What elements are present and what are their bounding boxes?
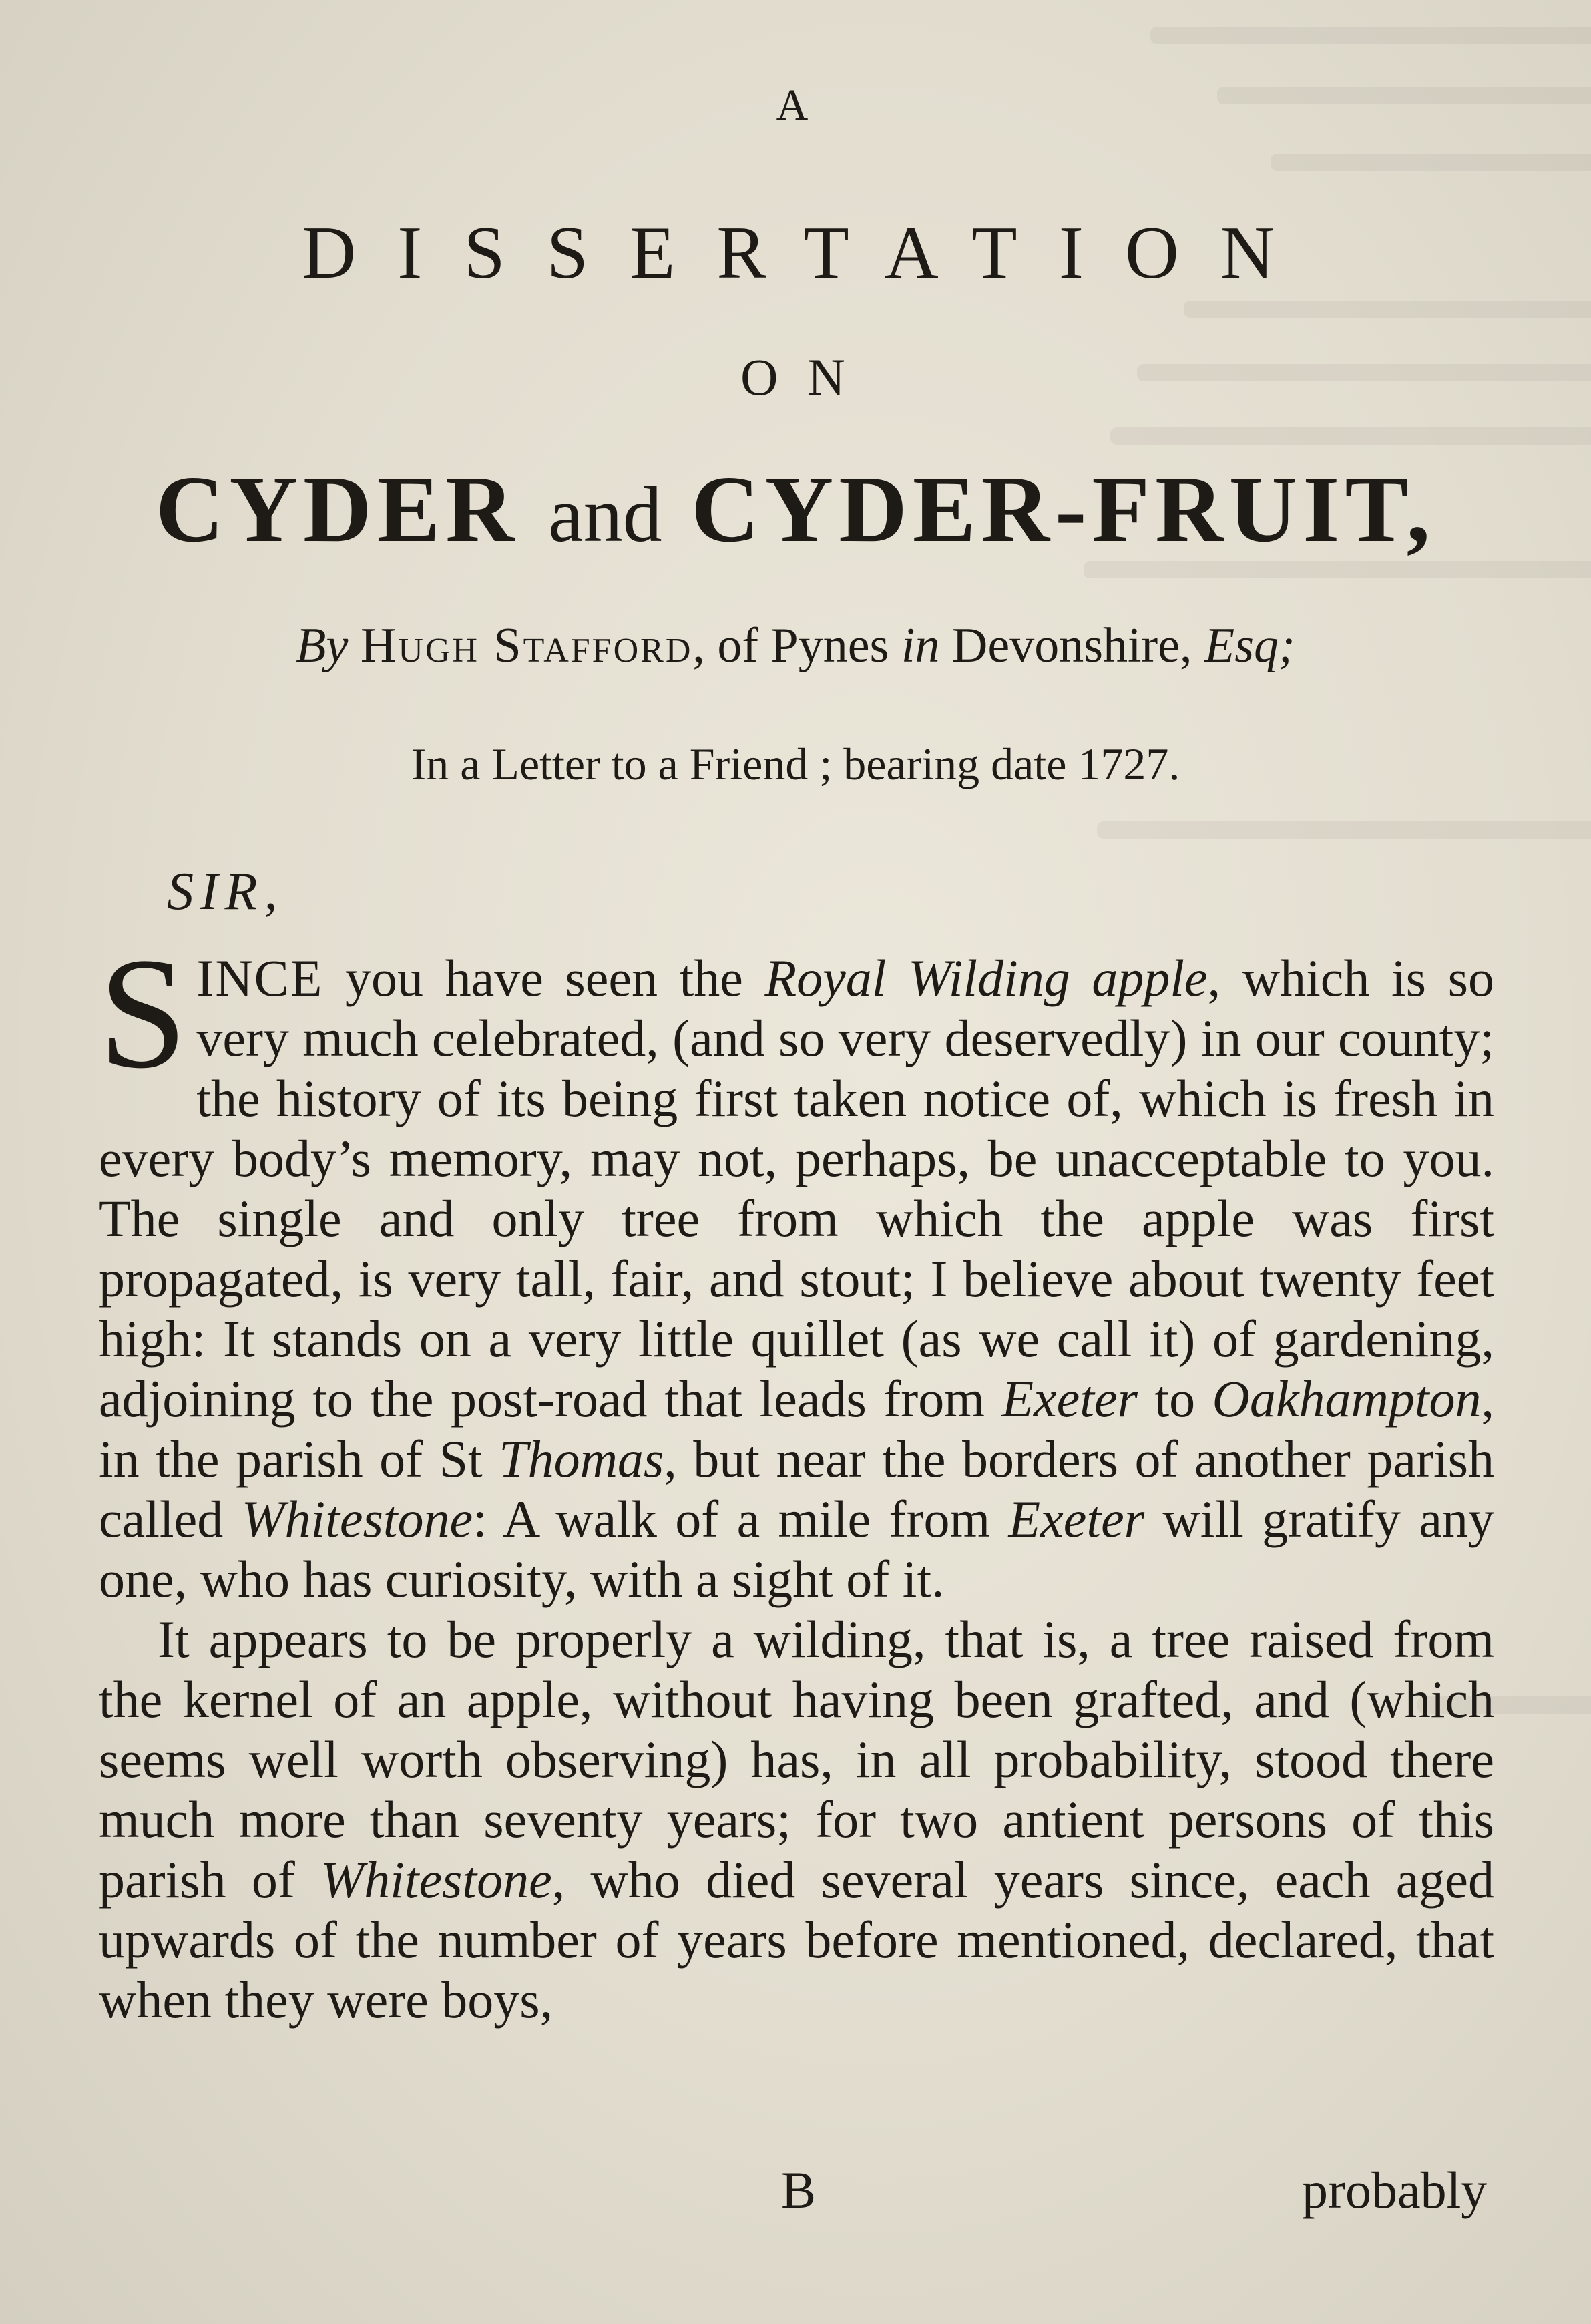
byline-of: , of Pynes (692, 618, 889, 673)
italic-run: Whitestone (241, 1490, 473, 1548)
text-run: will gratify any one, who has curiosity, with a sight of it. (99, 1490, 1494, 1608)
signature-mark: B (781, 2161, 817, 2219)
salutation: SIR, (167, 862, 284, 921)
text-run: , but near the borders of another parish called (99, 1430, 1494, 1548)
italic-run: Whitestone (320, 1851, 552, 1909)
italic-run: Thomas (499, 1430, 664, 1488)
catchword: probably (1302, 2161, 1488, 2219)
paragraph-2 (99, 1609, 1494, 2030)
title-cyder (0, 454, 1591, 564)
body-text (99, 926, 1495, 2030)
letter-date-line: In a Letter to a Friend ; bearing date 1727. (411, 739, 1180, 789)
byline (0, 618, 1591, 674)
title-on: ON (740, 348, 875, 406)
italic-run: Exeter (1001, 1370, 1138, 1428)
text-run: , who died several years since, each aged upwards of the number of years before mentioned, declared, that when they were boys, (99, 1851, 1494, 2029)
text-run: to (1137, 1370, 1212, 1428)
byline-esq: Esq; (1204, 618, 1295, 673)
opening-caps: INCE (196, 949, 324, 1007)
byline-in: in (901, 618, 940, 673)
text-run: It appears to be properly a wilding, that is, a tree raised from the kernel of an apple, without having been grafted, and (which seems well worth observing) has, in all probability, stood there much more than seventy years; for two antient persons of this parish of (99, 1610, 1494, 1909)
byline-by: By (296, 618, 349, 673)
text-run: , in the parish of St (99, 1370, 1495, 1488)
title-dissertation: DISSERTATION (302, 212, 1316, 295)
italic-run: Royal Wilding apple (764, 949, 1208, 1007)
text-run: you have seen the (323, 949, 765, 1007)
title-cyder-fruit: CYDER-FRUIT, (691, 456, 1436, 562)
italic-run: Oakhampton (1212, 1370, 1482, 1428)
italic-run: Exeter (1008, 1490, 1145, 1548)
drop-cap: S (99, 926, 188, 1101)
byline-author: Hugh Stafford (360, 618, 693, 673)
paragraph-1 (99, 926, 1495, 1609)
title-article: A (776, 81, 815, 130)
text-run: , which is so very much celebrated, (and so very deservedly) in our county; the history of its being first taken notice of, which is fresh in every body’s memory, may not, perhaps, be unacceptable to you. The single and only tree from which the apple was first propagated, is very tall, fair, and stout; I believe about twenty feet high: It stands on a very little quillet (as we call it) of gardening, adjoining to the post-road that leads from (99, 949, 1494, 1428)
text-run: : A walk of a mile from (473, 1490, 1009, 1548)
byline-county: Devonshire, (951, 618, 1192, 673)
title-and: and (548, 471, 662, 558)
title-cyder-word: CYDER (155, 456, 519, 562)
